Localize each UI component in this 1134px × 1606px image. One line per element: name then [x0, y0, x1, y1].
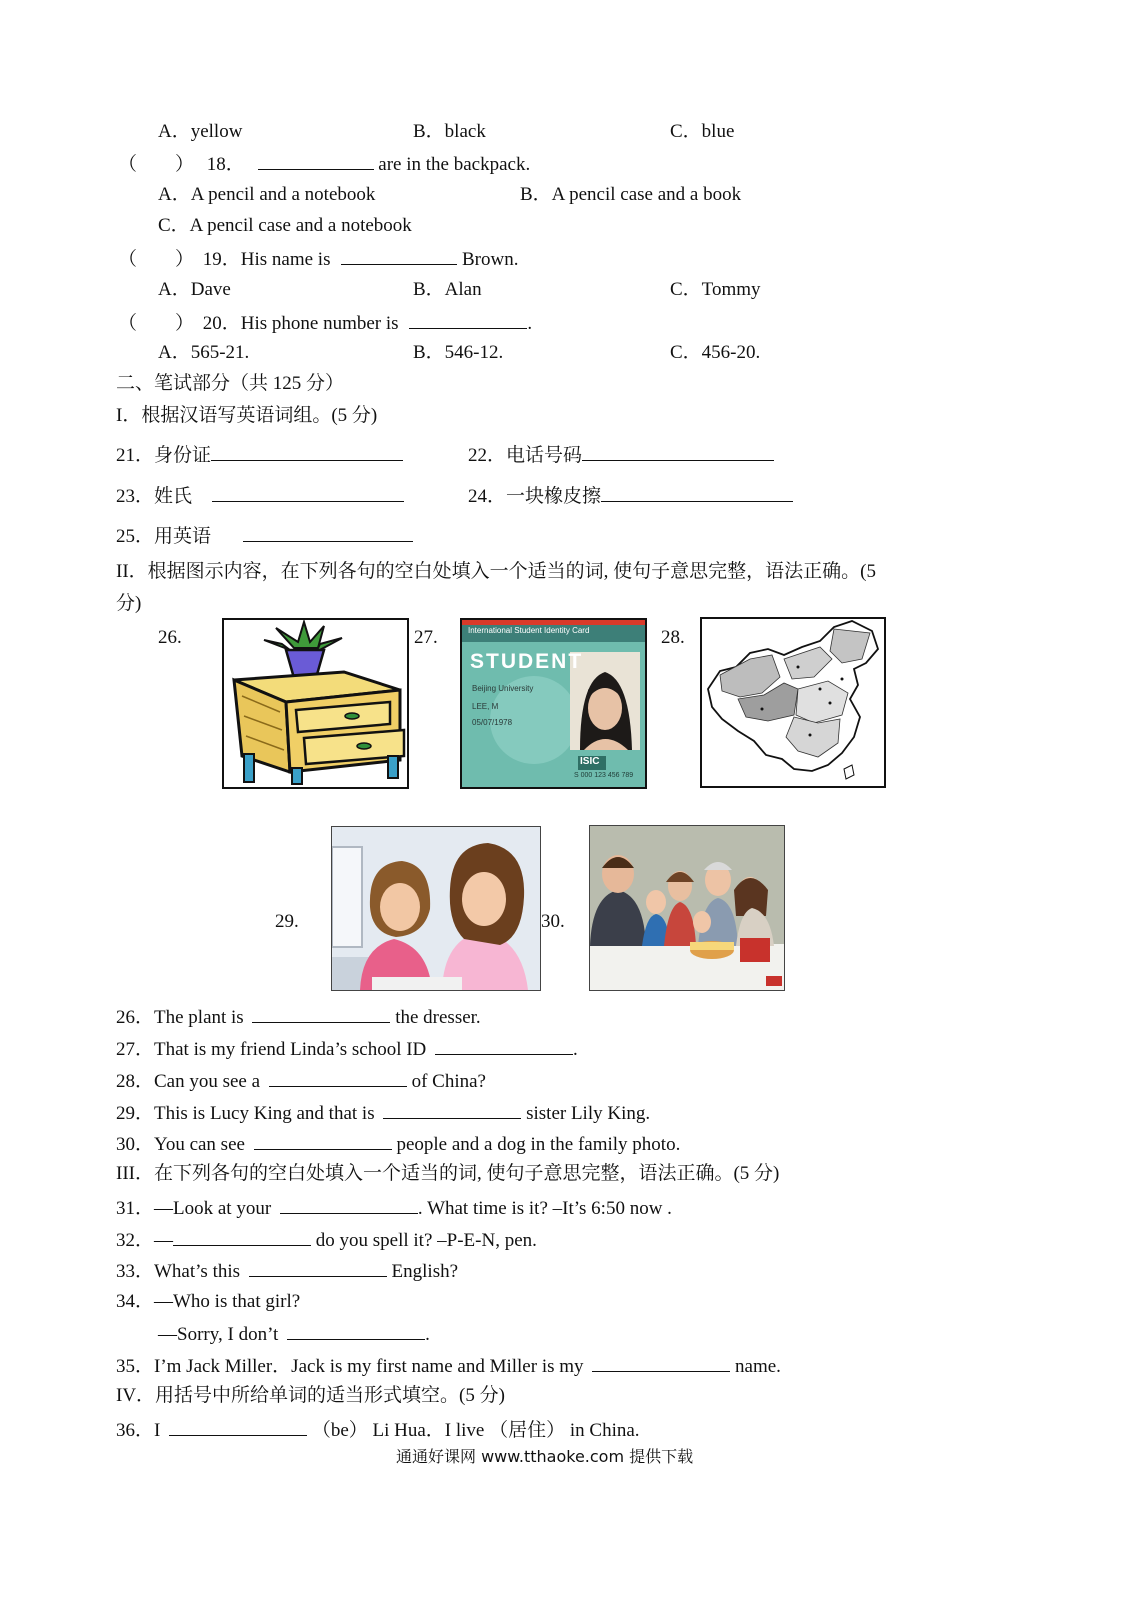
china-map-picture	[700, 617, 886, 788]
question-text: . What time is it? –It’s 6:50 now .	[417, 1198, 672, 1219]
question-text: 29．This is Lucy King and that is	[116, 1103, 375, 1124]
q18-option-a: A．A pencil and a notebook	[158, 184, 376, 205]
q17-option-a: A．yellow	[158, 121, 243, 142]
answer-blank[interactable]	[212, 483, 404, 502]
answer-blank[interactable]	[383, 1100, 521, 1119]
girls-at-computer-photo	[331, 826, 541, 991]
answer-paren: （ ）	[118, 154, 195, 175]
q19-stem	[118, 246, 518, 272]
picture-label-28: 28.	[661, 627, 685, 648]
picture-label-27: 27.	[414, 627, 438, 648]
question-text: of China?	[411, 1071, 486, 1092]
q23	[116, 483, 404, 509]
question-text: 26．The plant is	[116, 1007, 244, 1028]
q18-stem	[118, 151, 530, 177]
q29	[116, 1100, 650, 1126]
question-text: （be） Li Hua．I live （居住） in China.	[311, 1420, 640, 1441]
answer-paren: （ ）	[118, 313, 195, 334]
answer-blank[interactable]	[211, 442, 403, 461]
card-name: LEE, M	[472, 702, 499, 711]
card-student-word: STUDENT	[470, 650, 584, 673]
question-text: 25．用英语	[116, 526, 212, 547]
question-text: 35．I’m Jack Miller．Jack is my first name and Miller is my	[116, 1356, 584, 1377]
student-id-picture	[460, 618, 647, 789]
section-2-title-cont: 分)	[116, 593, 142, 614]
q33	[116, 1258, 458, 1284]
answer-blank[interactable]	[258, 151, 374, 170]
question-text: 23．姓氏	[116, 486, 193, 507]
footer-source: 通通好课网 www.tthaoke.com 提供下载	[396, 1447, 694, 1466]
answer-blank[interactable]	[169, 1417, 307, 1436]
answer-blank[interactable]	[592, 1353, 730, 1372]
family-photo	[589, 825, 785, 991]
answer-blank[interactable]	[280, 1195, 418, 1214]
q28	[116, 1068, 486, 1094]
question-text: 31．—Look at your	[116, 1198, 272, 1219]
section-3-title: III．在下列各句的空白处填入一个适当的词, 使句子意思完整，语法正确。(5 分)	[116, 1163, 780, 1184]
section-4-title: IV．用括号中所给单词的适当形式填空。(5 分)	[116, 1385, 505, 1406]
answer-blank[interactable]	[435, 1036, 573, 1055]
answer-paren: （ ）	[118, 249, 195, 270]
card-dob: 05/07/1978	[472, 718, 513, 727]
answer-blank[interactable]	[249, 1258, 387, 1277]
question-text: 22．电话号码	[468, 445, 583, 466]
answer-blank[interactable]	[254, 1131, 392, 1150]
question-text: 24．一块橡皮擦	[468, 486, 602, 507]
question-text: .	[573, 1039, 578, 1060]
question-text: 28．Can you see a	[116, 1071, 261, 1092]
answer-blank[interactable]	[341, 246, 457, 265]
card-number: S 000 123 456 789	[574, 772, 634, 779]
picture-label-29: 29.	[275, 911, 299, 932]
stem-text: 20．His phone number is	[202, 313, 399, 334]
answer-blank[interactable]	[287, 1321, 425, 1340]
question-text: people and a dog in the family photo.	[396, 1134, 681, 1155]
q36	[116, 1417, 640, 1443]
q31	[116, 1195, 672, 1221]
q20-option-a: A．565-21.	[158, 342, 250, 363]
q30	[116, 1131, 680, 1157]
q19-option-a: A．Dave	[158, 279, 231, 300]
card-school: Beijing University	[472, 684, 534, 693]
isic-logo: ISIC	[580, 756, 600, 767]
q24	[468, 483, 793, 509]
part-title: 二、笔试部分（共 125 分）	[116, 373, 345, 394]
q27	[116, 1036, 578, 1062]
q19-option-b: B．Alan	[413, 279, 482, 300]
question-text: 27．That is my friend Linda’s school ID	[116, 1039, 427, 1060]
section-2-title: II．根据图示内容，在下列各句的空白处填入一个适当的词, 使句子意思完整，语法正确。(5	[116, 561, 876, 582]
question-text: 21．身份证	[116, 445, 212, 466]
q25	[116, 523, 413, 549]
question-text: do you spell it? –P-E-N, pen.	[315, 1230, 537, 1251]
q18-option-c: C．A pencil case and a notebook	[158, 215, 412, 236]
picture-label-26: 26.	[158, 627, 182, 648]
q20-option-c: C．456-20.	[670, 342, 761, 363]
q17-option-b: B．black	[413, 121, 486, 142]
q22	[468, 442, 774, 468]
answer-blank[interactable]	[243, 523, 413, 542]
picture-label-30: 30.	[541, 911, 565, 932]
answer-blank[interactable]	[601, 483, 793, 502]
stem-text: .	[527, 313, 533, 334]
answer-blank[interactable]	[409, 310, 527, 329]
card-header: International Student Identity Card	[468, 626, 590, 635]
q17-option-c: C．blue	[670, 121, 735, 142]
dresser-picture	[222, 618, 409, 789]
q20-option-b: B．546-12.	[413, 342, 504, 363]
question-number: 18．	[206, 154, 245, 175]
question-text: 33．What’s this	[116, 1261, 241, 1282]
q34-answer	[158, 1321, 430, 1347]
question-text: English?	[391, 1261, 459, 1282]
question-text: the dresser.	[395, 1007, 481, 1028]
q26	[116, 1004, 481, 1030]
section-1-title: I．根据汉语写英语词组。(5 分)	[116, 405, 378, 426]
question-text: 32．—	[116, 1230, 174, 1251]
answer-blank[interactable]	[252, 1004, 390, 1023]
q35	[116, 1353, 781, 1379]
question-text: name.	[735, 1356, 781, 1377]
question-text: .	[425, 1324, 430, 1345]
q20-stem	[118, 310, 532, 336]
q18-option-b: B．A pencil case and a book	[520, 184, 742, 205]
question-text: sister Lily King.	[526, 1103, 651, 1124]
q19-option-c: C．Tommy	[670, 279, 761, 300]
stem-text: 19．His name is	[202, 249, 331, 270]
question-text: 30．You can see	[116, 1134, 245, 1155]
answer-blank[interactable]	[173, 1227, 311, 1246]
q21	[116, 442, 403, 468]
question-text: —Sorry, I don’t	[158, 1324, 279, 1345]
q32	[116, 1227, 537, 1253]
answer-blank[interactable]	[582, 442, 774, 461]
question-text: 36．I	[116, 1420, 161, 1441]
q34: 34．—Who is that girl?	[116, 1291, 301, 1312]
stem-text: are in the backpack.	[378, 154, 531, 175]
stem-text: Brown.	[461, 249, 519, 270]
answer-blank[interactable]	[269, 1068, 407, 1087]
